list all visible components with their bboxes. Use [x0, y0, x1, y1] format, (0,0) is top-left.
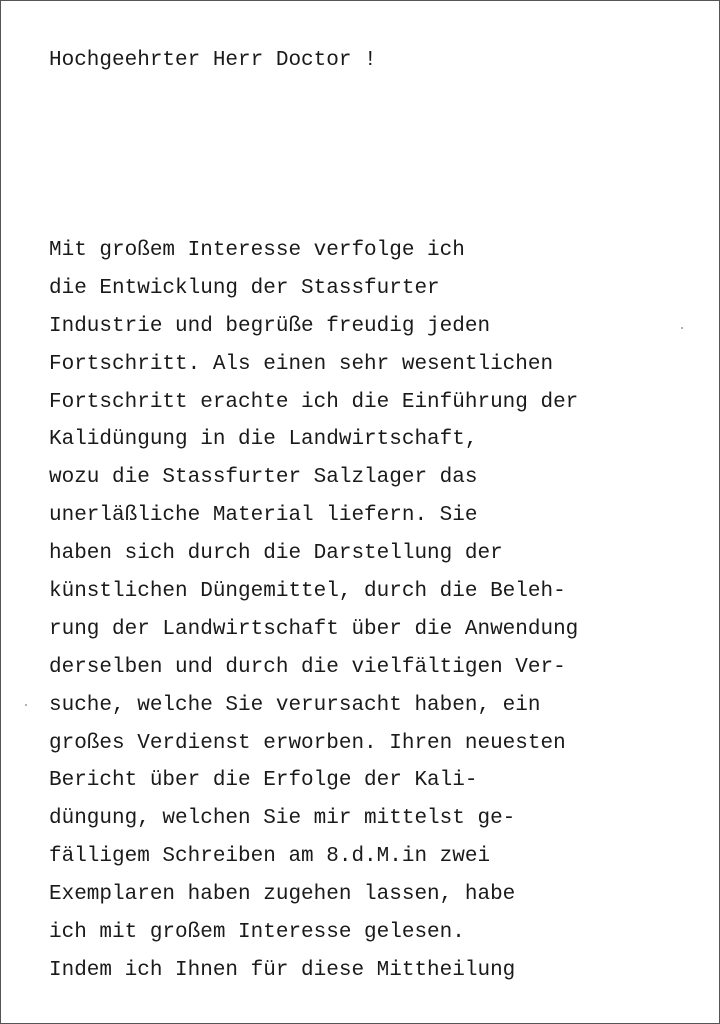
letter-line: suche, welche Sie verursacht haben, ein: [49, 693, 541, 717]
letter-line: derselben und durch die vielfältigen Ver-: [49, 655, 566, 679]
letter-line: Exemplaren haben zugehen lassen, habe: [49, 883, 516, 907]
letter-line: ich mit großem Interesse gelesen.: [49, 921, 465, 945]
letter-line: Fortschritt. Als einen sehr wesentlichen: [49, 352, 554, 376]
letter-line: düngung, welchen Sie mir mittelst ge-: [49, 807, 516, 831]
letter-line: Industrie und begrüße freudig jeden: [49, 314, 491, 338]
letter-line: großes Verdienst erworben. Ihren neuesten: [49, 731, 566, 755]
letter-line: haben sich durch die Darstellung der: [49, 542, 503, 566]
letter-line: unerläßliche Material liefern. Sie: [49, 504, 478, 528]
letter-line: rung der Landwirtschaft über die Anwendung: [49, 617, 579, 641]
letter-salutation: Hochgeehrter Herr Doctor !: [49, 49, 377, 72]
letter-line: wozu die Stassfurter Salzlager das: [49, 466, 478, 490]
letter-line: Fortschritt erachte ich die Einführung der: [49, 390, 579, 414]
letter-line: Bericht über die Erfolge der Kali-: [49, 769, 478, 793]
letter-line: fälligem Schreiben am 8.d.M.in zwei: [49, 845, 491, 869]
scan-speck: [25, 704, 27, 706]
letter-line: künstlichen Düngemittel, durch die Beleh-: [49, 580, 566, 604]
letter-line: die Entwicklung der Stassfurter: [49, 276, 440, 300]
letter-line: Kalidüngung in die Landwirtschaft,: [49, 428, 478, 452]
scan-speck: [681, 327, 683, 329]
letter-line: Indem ich Ihnen für diese Mittheilung: [49, 958, 516, 982]
letter-body: [49, 236, 578, 994]
letter-line: Mit großem Interesse verfolge ich: [49, 239, 465, 262]
